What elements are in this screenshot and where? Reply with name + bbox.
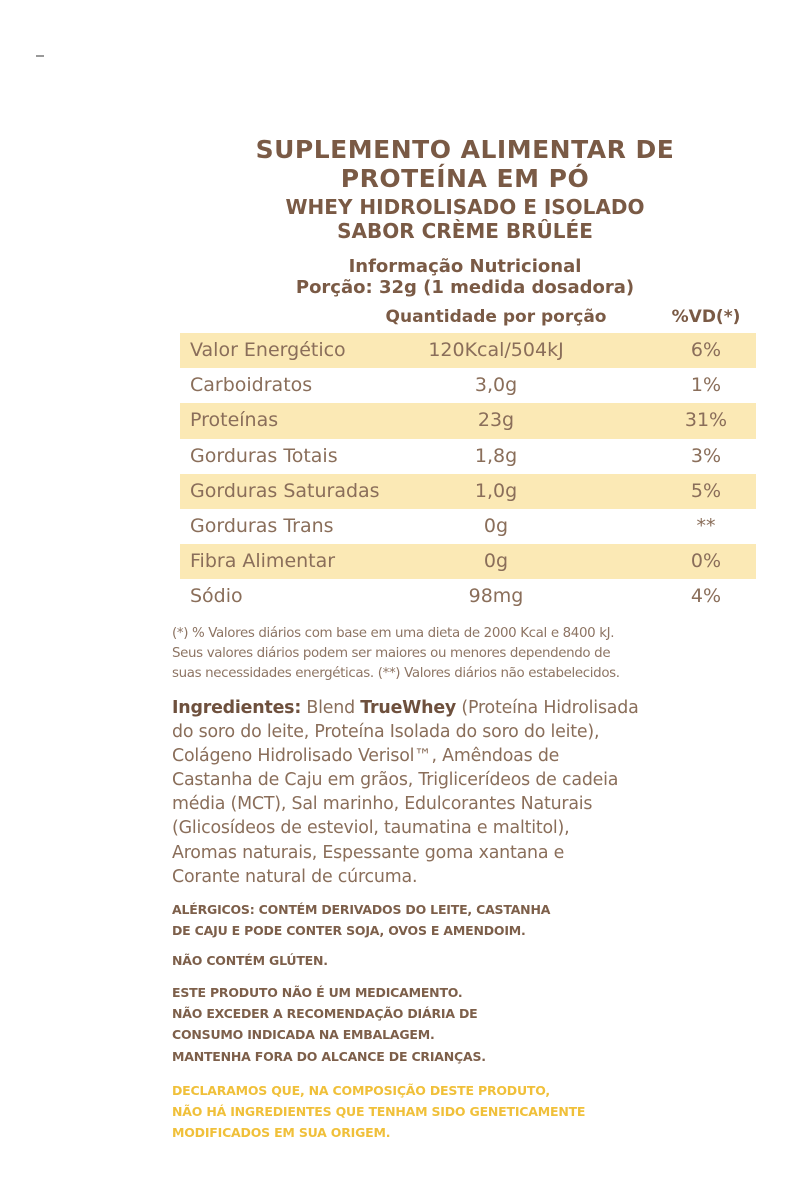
ingredients-block [172, 696, 772, 889]
ingredients-line: (Glicosídeos de esteviol, taumatina e maltitol), [172, 818, 570, 839]
nutrient-vd: 1% [690, 374, 722, 397]
warning-line: NÃO CONTÉM GLÚTEN. [172, 953, 328, 968]
subtitle-line-2: SABOR CRÈME BRÛLÉE [337, 219, 593, 243]
nutrient-name: Sódio [190, 585, 243, 608]
nutrient-qty: 0g [483, 514, 509, 537]
brand-name: TrueWhey [360, 698, 457, 718]
footnote-line: suas necessidades energéticas. (**) Valores diários não estabelecidos. [172, 666, 620, 681]
ingredients-text: (Proteína Hidrolisada [456, 698, 639, 718]
nutrient-name: Gorduras Trans [190, 514, 334, 537]
warning-line: DECLARAMOS QUE, NA COMPOSIÇÃO DESTE PRODUTO, [172, 1083, 550, 1098]
nutrient-qty: 0g [483, 550, 509, 573]
gluten-warning [172, 950, 772, 971]
nutrient-name: Gorduras Totais [190, 444, 338, 467]
nutrient-vd: 31% [684, 409, 728, 432]
warning-line: NÃO HÁ INGREDIENTES QUE TENHAM SIDO GENETICAMENTE [172, 1104, 586, 1120]
nutrient-vd: 4% [690, 585, 722, 608]
warning-line: DE CAJU E PODE CONTER SOJA, OVOS E AMENDOIM. [172, 923, 526, 939]
allergen-warning [172, 899, 772, 941]
title-line-2: PROTEÍNA EM PÓ [340, 164, 590, 193]
nutrient-vd: 0% [690, 550, 722, 573]
table-row [180, 509, 756, 544]
nutrient-vd: 6% [690, 339, 722, 361]
nutrient-qty: 3,0g [474, 374, 518, 397]
table-row [180, 579, 756, 614]
ingredients-line: Castanha de Caju em grãos, Triglicerídeos de cadeia [172, 770, 619, 791]
nutrient-qty: 1,8g [474, 444, 518, 467]
warning-line: ALÉRGICOS: CONTÉM DERIVADOS DO LEITE, CASTANHA [172, 902, 551, 917]
medication-warning [172, 982, 772, 1067]
nutrition-table-header [180, 307, 756, 331]
col-qty-header: Quantidade por porção [385, 307, 607, 327]
nutrient-qty: 120Kcal/504kJ [428, 339, 564, 361]
warning-line: NÃO EXCEDER A RECOMENDAÇÃO DIÁRIA DE [172, 1006, 478, 1022]
decorative-dash [36, 55, 44, 57]
nutrient-name: Carboidratos [190, 374, 313, 397]
nutrient-qty: 23g [477, 409, 515, 432]
table-row [180, 403, 756, 438]
gmo-declaration [172, 1080, 772, 1144]
table-row [180, 333, 756, 368]
ingredients-line: Aromas naturais, Espessante goma xantana e [172, 842, 565, 863]
warning-line: CONSUMO INDICADA NA EMBALAGEM. [172, 1027, 435, 1043]
product-title [0, 135, 800, 193]
ingredients-line: do soro do leite, Proteína Isolada do soro do leite), [172, 722, 600, 743]
table-row [180, 544, 756, 579]
nutrient-vd: 3% [690, 444, 722, 467]
warning-line: MANTENHA FORA DO ALCANCE DE CRIANÇAS. [172, 1048, 486, 1064]
subtitle-line-1: WHEY HIDROLISADO E ISOLADO [285, 195, 645, 219]
nutrient-name: Gorduras Saturadas [190, 479, 380, 502]
warning-line: MODIFICADOS EM SUA ORIGEM. [172, 1125, 391, 1141]
nutrient-vd: 5% [690, 479, 722, 502]
table-row [180, 474, 756, 509]
ingredients-line: média (MCT), Sal marinho, Edulcorantes Naturais [172, 794, 593, 815]
col-vd-header: %VD(*) [671, 307, 741, 327]
product-subtitle [0, 195, 800, 243]
portion-label: Porção: 32g (1 medida dosadora) [295, 277, 635, 298]
footnote-line: (*) % Valores diários com base em uma dieta de 2000 Kcal e 8400 kJ. [172, 626, 615, 641]
nutrient-name: Valor Energético [190, 339, 346, 361]
ingredients-label: Ingredientes: [172, 698, 302, 718]
table-row [180, 368, 756, 403]
nutrient-name: Proteínas [190, 409, 279, 432]
warning-line: ESTE PRODUTO NÃO É UM MEDICAMENTO. [172, 985, 463, 1000]
footnote-line: Seus valores diários podem ser maiores ou menores dependendo de [172, 646, 611, 661]
title-line-1: SUPLEMENTO ALIMENTAR DE [255, 135, 675, 164]
ingredients-line: Corante natural de cúrcuma. [172, 866, 418, 887]
nutrient-qty: 1,0g [474, 479, 518, 502]
nutrient-name: Fibra Alimentar [190, 550, 336, 573]
nutrition-table [180, 333, 756, 615]
nutrient-vd: ** [696, 514, 716, 537]
nutrition-info-title: Informação Nutricional [348, 256, 582, 277]
nutrient-qty: 98mg [468, 585, 524, 608]
table-row [180, 439, 756, 474]
ingredients-text: Blend [301, 698, 361, 718]
nutrition-header [0, 256, 800, 298]
ingredients-line [172, 696, 772, 720]
daily-values-footnote [172, 624, 772, 684]
ingredients-line: Colágeno Hidrolisado Verisol™, Amêndoas de [172, 746, 560, 767]
